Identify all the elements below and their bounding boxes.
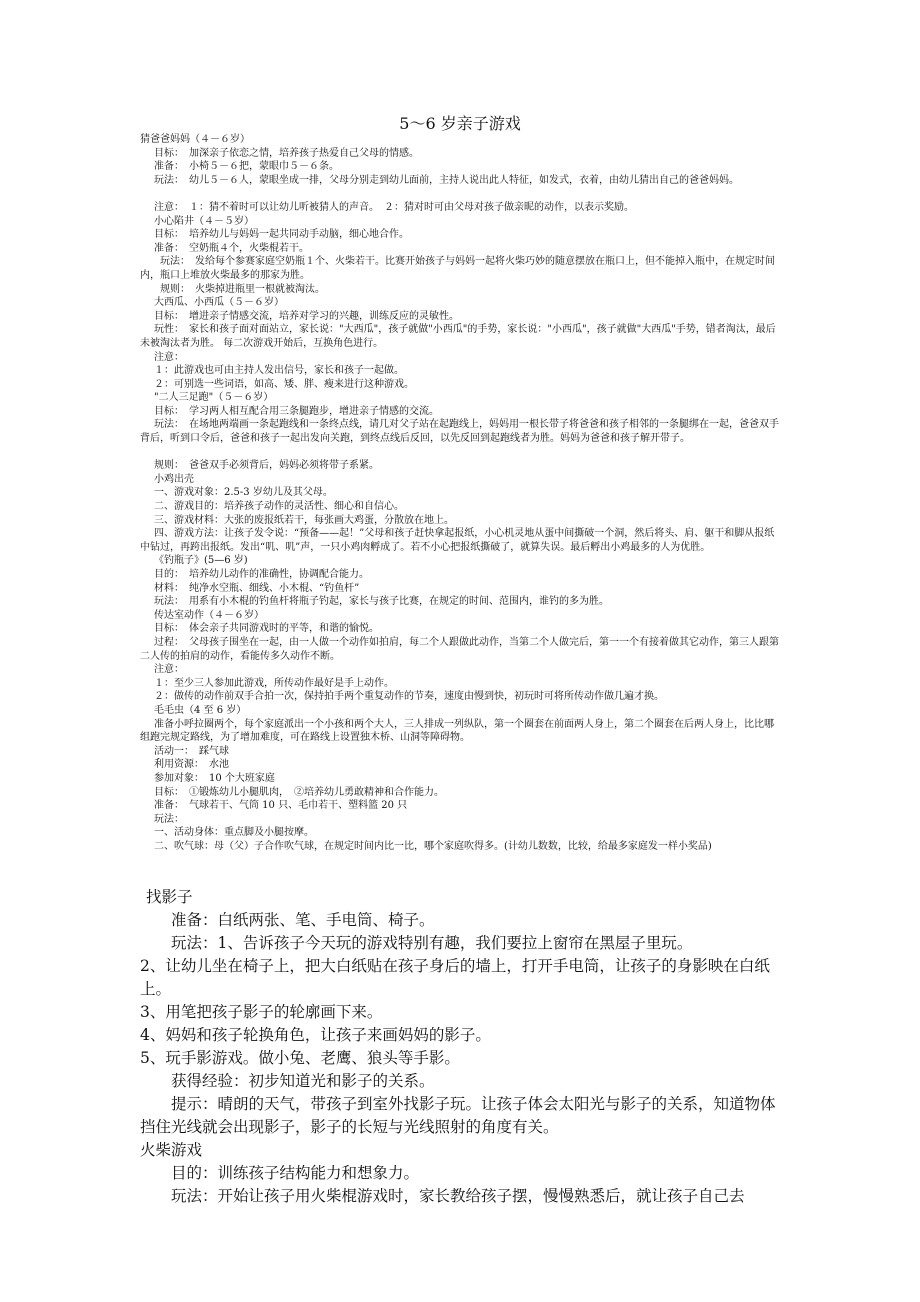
text-line: 目标： 加深亲子依恋之情，培养孩子热爱自己父母的情感。 xyxy=(154,147,419,159)
text-line: 获得经验：初步知道光和影子的关系。 xyxy=(171,1072,435,1090)
text-line: 大西瓜、小西瓜（５－６岁） xyxy=(154,297,284,309)
text-line: 规则： 火柴掉进瓶里一根就被淘汰。 xyxy=(160,283,325,295)
text-line: 目的：训练孩子结构能力和想象力。 xyxy=(171,1164,420,1182)
large-text-block xyxy=(140,886,780,1208)
text-line: 注意： xyxy=(154,351,184,363)
text-line: 参加对象： 10 个大班家庭 xyxy=(154,772,275,784)
text-line: 二、游戏目的：培养孩子动作的灵活性、细心和自信心。 xyxy=(154,501,404,513)
text-line: 《钓瓶子》(5—6 岁) xyxy=(154,555,248,567)
text-line: 注意： １：猜不着时可以让幼儿听被猜人的声音。 ２：猜对时可由父母对孩子做亲昵的动作，以表示奖励。 xyxy=(154,201,634,213)
text-line: 毛毛虫（4 至 6 岁） xyxy=(154,704,247,716)
text-line: 一、游戏对象：2.5-3 岁幼儿及其父母。 xyxy=(154,487,333,499)
text-line: 一、活动身体：重点脚及小腿按摩。 xyxy=(154,827,314,839)
text-line: 利用资源： 水池 xyxy=(154,759,229,771)
text-line: 过程： 父母孩子围坐在一起，由一人做一个动作如拍肩，每二个人跟做此动作，当第二个人做完后，第一一个有接着做其它动作，第三人跟第二人传的拍肩的动作，看能传多久动作不断。 xyxy=(140,636,779,662)
text-line: 四、游戏方法：让孩子发令说：“预备——起！”父母和孩子赶快拿起报纸，小心机灵地从蛋中间撕破一个洞，然后将头、肩、躯干和脚从报纸中钻过，再跨出报纸。发出“叽、叽”声，一只小鸡肉孵成了。若不小心把报纸撕破了，就算失误。最后孵出小鸡最多的人为优胜。 xyxy=(140,528,775,553)
text-line: 活动一： 踩气球 xyxy=(154,745,229,757)
text-line: 玩法： 幼儿５－６人，蒙眼坐成一排，父母分别走到幼儿面前，主持人说出此人特征，如发式，衣着，由幼儿猜出自己的爸爸妈妈。 xyxy=(154,174,739,186)
text-line: １：至少三人参加此游戏，所传动作最好是手上动作。 xyxy=(154,677,394,689)
text-line: 准备小呼拉圈两个，每个家庭派出一个小孩和两个大人，三人排成一列纵队，第一个圈套在前面两人身上，第二个圈套在后两人身上，比比哪组跑完规定路线，为了增加难度，可在路线上设置独木桥、山洞等障碍物。 xyxy=(140,718,774,744)
text-line: 找影子 xyxy=(146,888,193,906)
text-line: 4、妈妈和孩子轮换角色，让孩子来画妈妈的影子。 xyxy=(140,1026,491,1044)
text-line: 玩法： 在场地两端画一条起跑线和一条终点线，请几对父子站在起跑线上，妈妈用一根长带子将爸爸和孩子相邻的一条腿绑在一起，爸爸双手背后，听到口令后，爸爸和孩子一起出发向关跑，到终点线后反回，以先反回到起跑线者为胜。妈妈为爸爸和孩子解开带子。 xyxy=(140,419,779,445)
text-line: 猜爸爸妈妈（４－６岁） xyxy=(140,134,250,145)
text-line: １：此游戏也可由主持人发出信号，家长和孩子一起做。 xyxy=(154,365,404,377)
text-line: 小鸡出壳 xyxy=(154,473,194,485)
text-line: 注意： xyxy=(154,664,184,676)
text-line: 准备： 空奶瓶４个，火柴棍若干。 xyxy=(154,242,309,254)
text-line: 提示：晴朗的天气，带孩子到室外找影子玩。让孩子体会太阳光与影子的关系，知道物体挡住光线就会出现影子，影子的长短与光线照射的角度有关。 xyxy=(140,1095,776,1136)
text-line: 目标： 培养幼儿与妈妈一起共同动手动脑，细心地合作。 xyxy=(154,229,409,241)
text-line: 小心陷井（４－５岁） xyxy=(154,215,254,227)
text-line: 二、吹气球：母（父）子合作吹气球，在规定时间内比一比，哪个家庭吹得多。(计幼儿数数，比较，给最多家庭发一样小奖品) xyxy=(154,840,712,852)
text-line: 准备： 气球若干、气筒 10 只、毛巾若干、塑料篮 20 只 xyxy=(154,800,408,812)
text-line: 3、用笔把孩子影子的轮廓画下来。 xyxy=(140,1003,383,1021)
text-line: 玩性： 家长和孩子面对面站立，家长说："大西瓜"，孩子就做"小西瓜"的手势，家长说："小西瓜"，孩子就做"大西瓜"手势，错者淘汰，最后未被淘汰者为胜。 每二次游戏开始后，互换角色进行。 xyxy=(140,324,776,349)
text-line: 玩法： xyxy=(154,813,184,825)
text-line: 准备：白纸两张、笔、手电筒、椅子。 xyxy=(171,911,435,929)
text-line: "二人三足跑"（５－６岁） xyxy=(154,392,274,404)
text-line: 5、玩手影游戏。做小兔、老鹰、狼头等手影。 xyxy=(140,1049,460,1067)
text-line: 目标： 增进亲子情感交流，培养对学习的兴趣，训练反应的灵敏性。 xyxy=(154,310,459,322)
text-line: 玩法： 用系有小木棍的钓鱼杆将瓶子钓起，家长与孩子比赛，在规定的时间、范围内，谁钓的多为胜。 xyxy=(154,596,609,608)
text-line: 目标： 体会亲子共同游戏时的平等，和谐的愉悦。 xyxy=(154,623,379,635)
blank-line xyxy=(140,446,780,460)
small-text-block xyxy=(140,133,780,853)
text-line: 传达室动作（４－６岁） xyxy=(154,609,264,621)
page-title: 5～6 岁亲子游戏 xyxy=(399,114,521,133)
text-line: 目标： ①锻炼幼儿小腿肌肉， ②培养幼儿勇敢精神和合作能力。 xyxy=(154,786,444,798)
text-line: 规则： 爸爸双手必须背后，妈妈必须将带子系紧。 xyxy=(154,460,379,472)
text-line: 玩法：开始让孩子用火柴棍游戏时，家长教给孩子摆，慢慢熟悉后，就让孩子自己去 xyxy=(171,1187,745,1205)
text-line: 2、让幼儿坐在椅子上，把大白纸贴在孩子身后的墙上，打开手电筒，让孩子的身影映在白纸上。 xyxy=(140,957,770,998)
text-line: ２：做传的动作前双手合拍一次，保持拍手两个重复动作的节奏，速度由慢到快，初玩时可将所传动作做几遍才换。 xyxy=(154,691,664,703)
text-line: 玩法： 发给每个参赛家庭空奶瓶１个、火柴若干。比赛开始孩子与妈妈一起将火柴巧妙的随意摆放在瓶口上，但不能掉入瓶中，在规定时间内，瓶口上堆放火柴最多的那家为胜。 xyxy=(140,256,775,281)
text-line: 目的： 培养幼儿动作的准确性，协调配合能力。 xyxy=(154,569,369,580)
text-line: ２：可别选一些词语，如高、矮、胖、瘦来进行这种游戏。 xyxy=(154,378,414,390)
text-line: 火柴游戏 xyxy=(140,1141,203,1159)
text-line: 材料： 纯净水空瓶、细线、小木棍、“钓鱼杆” xyxy=(154,582,360,594)
text-line: 目标： 学习两人相互配合用三条腿跑步，增进亲子情感的交流。 xyxy=(154,405,439,417)
text-line: 玩法：1、告诉孩子今天玩的游戏特别有趣，我们要拉上窗帘在黑屋子里玩。 xyxy=(171,934,693,952)
blank-line xyxy=(140,187,780,201)
text-line: 准备： 小椅５－６把，蒙眼巾５－６条。 xyxy=(154,161,339,173)
text-line: 三、游戏材料：大张的废报纸若干，每张画大鸡蛋，分散放在地上。 xyxy=(154,514,454,526)
